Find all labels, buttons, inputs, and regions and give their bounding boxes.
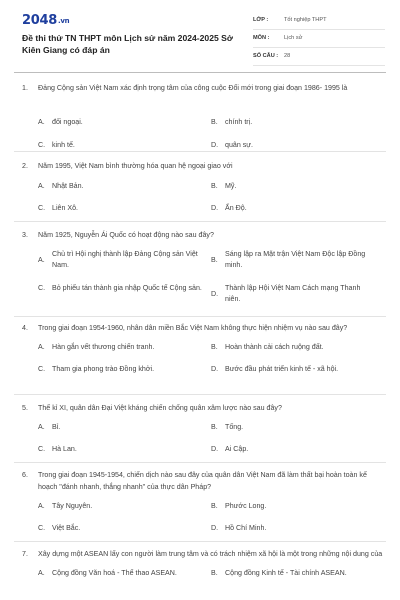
question-3 [22, 229, 384, 303]
question-divider [14, 394, 386, 395]
question-text: Xây dựng một ASEAN lấy con người làm trung tâm và có trách nhiệm xã hội là một trong những nội dung của [38, 550, 383, 558]
question-number: 4. [22, 324, 28, 332]
option-a[interactable]: A. Nhật Bản. [38, 182, 84, 190]
option-d[interactable]: D. Bước đầu phát triển kinh tế - xã hội. [211, 365, 339, 373]
question-4 [22, 322, 384, 373]
option-b[interactable]: B. Mỹ. [211, 182, 237, 190]
question-number: 1. [22, 84, 28, 92]
meta-value: Tốt nghiệp THPT [284, 17, 327, 23]
question-divider [14, 462, 386, 463]
question-text: Thế kỉ XI, quân dân Đại Việt kháng chiến chống quân xâm lược nào sau đây? [38, 404, 282, 412]
option-b[interactable]: B. Sáng lập ra Mặt trận Việt Nam Độc lập Đồng minh. [211, 250, 366, 269]
question-text: Trong giai đoạn 1954-1960, nhân dân miền Bắc Việt Nam không thực hiện nhiệm vụ nào sau đây? [38, 324, 348, 332]
question-5 [22, 402, 384, 453]
logo-text: 2048 [22, 13, 57, 28]
site-logo[interactable] [22, 13, 69, 28]
question-text: Năm 1995, Việt Nam bình thường hóa quan hệ ngoại giao với [38, 162, 233, 170]
question-divider [14, 316, 386, 317]
question-divider [14, 221, 386, 222]
question-2 [22, 160, 384, 212]
question-text: Đảng Cộng sản Việt Nam xác định trọng tâm của công cuộc Đổi mới trong giai đoạn 1986- 1995 là [38, 84, 348, 92]
question-text: Năm 1925, Nguyễn Ái Quốc có hoạt động nào sau đây? [38, 231, 214, 239]
option-a[interactable]: A. Cộng đồng Văn hoá - Thể thao ASEAN. [38, 569, 177, 577]
question-6 [22, 469, 384, 532]
logo-suffix: .vn [57, 17, 70, 25]
option-b[interactable]: B. Cộng đồng Kinh tế - Tài chính ASEAN. [211, 569, 347, 577]
option-c[interactable]: C. Bỏ phiếu tán thành gia nhập Quốc tế Cộng sản. [38, 284, 202, 292]
option-b[interactable]: B. Hoàn thành cải cách ruộng đất. [211, 343, 324, 351]
option-d[interactable]: D. Ấn Độ. [211, 204, 247, 212]
meta-row-subject [253, 32, 385, 48]
option-c[interactable]: C. Tham gia phong trào Đồng khởi. [38, 365, 155, 373]
option-d[interactable]: D. Thành lập Hội Việt Nam Cách mạng Thanh niên. [211, 284, 361, 303]
option-a[interactable]: A. Chủ trì Hội nghị thành lập Đảng Cộng sản Việt Nam. [38, 250, 198, 269]
header-divider [14, 72, 386, 73]
meta-label: MÔN : [253, 35, 270, 41]
question-number: 3. [22, 231, 28, 239]
option-b[interactable]: B. chính trị. [211, 118, 253, 126]
meta-value: 28 [284, 53, 291, 59]
option-b[interactable]: B. Phước Long. [211, 502, 267, 510]
option-c[interactable]: C. Việt Bắc. [38, 524, 81, 532]
option-d[interactable]: D. Hồ Chí Minh. [211, 524, 267, 532]
option-a[interactable]: A. Tây Nguyên. [38, 502, 93, 510]
question-number: 6. [22, 471, 28, 479]
option-a[interactable]: A. đối ngoại. [38, 118, 83, 126]
document-header [0, 0, 400, 78]
question-number: 2. [22, 162, 28, 170]
question-7 [22, 548, 384, 577]
meta-label: SỐ CÂU : [253, 53, 279, 59]
option-a[interactable]: A. Hàn gắn vết thương chiến tranh. [38, 343, 155, 351]
question-text: Trong giai đoạn 1945-1954, chiến dịch nào sau đây của quân dân Việt Nam đã làm thất bại hoàn toàn kế hoạch "đánh nhanh, thắng nhanh" của thực dân Pháp? [38, 471, 367, 491]
question-divider [14, 541, 386, 542]
meta-row-count [253, 50, 385, 66]
option-d[interactable]: D. quân sự. [211, 141, 254, 149]
option-a[interactable]: A. Bỉ. [38, 423, 61, 431]
question-1 [22, 82, 384, 148]
option-b[interactable]: B. Tống. [211, 423, 244, 431]
question-number: 5. [22, 404, 28, 412]
meta-row-class [253, 14, 385, 30]
exam-meta [253, 14, 385, 68]
document-title: Đề thi thử TN THPT môn Lịch sử năm 2024-2025 Sở Kiên Giang có đáp án [22, 33, 234, 55]
option-c[interactable]: C. Hà Lan. [38, 445, 77, 453]
meta-value: Lịch sử [284, 35, 303, 41]
option-d[interactable]: D. Ai Cập. [211, 445, 249, 453]
question-number: 7. [22, 550, 28, 558]
meta-label: LỚP : [253, 17, 269, 23]
option-c[interactable]: C. kinh tế. [38, 141, 75, 149]
option-c[interactable]: C. Liên Xô. [38, 204, 79, 212]
question-divider [14, 151, 386, 152]
